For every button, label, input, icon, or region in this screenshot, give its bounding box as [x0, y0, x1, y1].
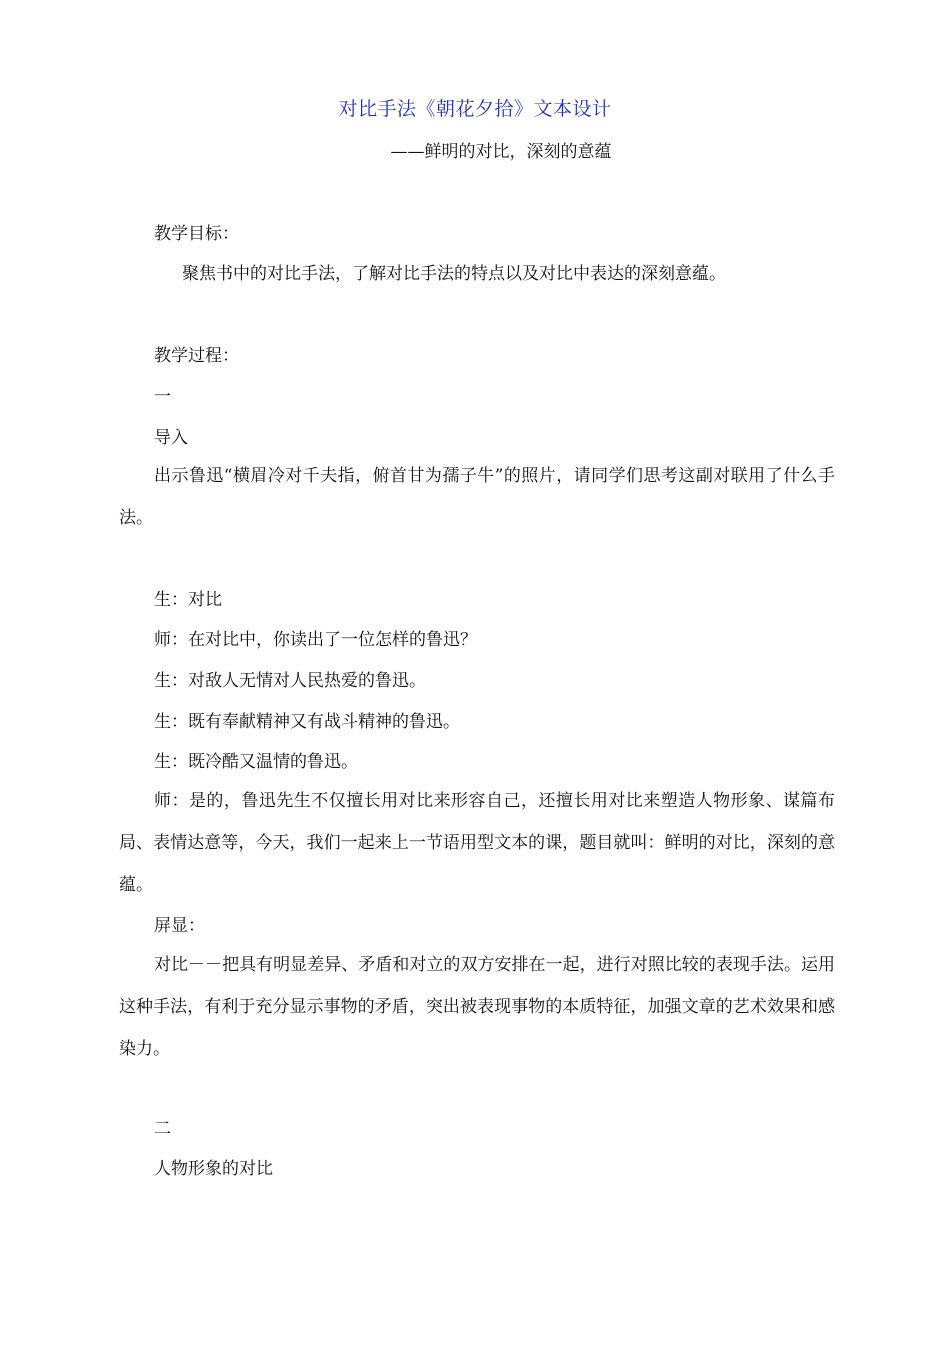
goal-heading: 教学目标： — [154, 224, 239, 244]
teacher-paragraph: 师：是的，鲁迅先生不仅擅长用对比来形容自己，还擅长用对比来塑造人物形象、谋篇布局、表情达意等，今天，我们一起来上一节语用型文本的课，题目就叫：鲜明的对比，深刻的意蕴。 — [119, 791, 835, 895]
section-2-number: 二 — [154, 1119, 171, 1139]
section-1-number: 一 — [154, 387, 171, 407]
intro-paragraph: 出示鲁迅“横眉冷对千夫指，俯首甘为孺子牛”的照片，请同学们思考这副对联用了什么手法。 — [119, 466, 835, 528]
dialog-line: 生：对比 — [154, 590, 222, 610]
section-1-title: 导入 — [154, 428, 188, 448]
goal-text: 聚焦书中的对比手法，了解对比手法的特点以及对比中表达的深刻意蕴。 — [182, 264, 726, 284]
dialog-line: 生：对敌人无情对人民热爱的鲁迅。 — [154, 671, 426, 691]
screen-label: 屏显： — [154, 916, 205, 936]
section-2-title: 人物形象的对比 — [154, 1159, 273, 1179]
document-subtitle: ——鲜明的对比，深刻的意蕴 — [390, 142, 612, 162]
dialog-line: 生：既有奉献精神又有战斗精神的鲁迅。 — [154, 712, 460, 732]
dialog-line: 生：既冷酷又温情的鲁迅。 — [154, 752, 358, 772]
process-heading: 教学过程： — [154, 346, 239, 366]
dialog-line: 师：在对比中，你读出了一位怎样的鲁迅？ — [154, 630, 477, 650]
document-title: 对比手法《朝花夕拾》文本设计 — [338, 98, 612, 120]
definition-paragraph: 对比－－把具有明显差异、矛盾和对立的双方安排在一起，进行对照比较的表现手法。运用这种手法，有利于充分显示事物的矛盾，突出被表现事物的本质特征，加强文章的艺术效果和感染力。 — [119, 955, 835, 1059]
